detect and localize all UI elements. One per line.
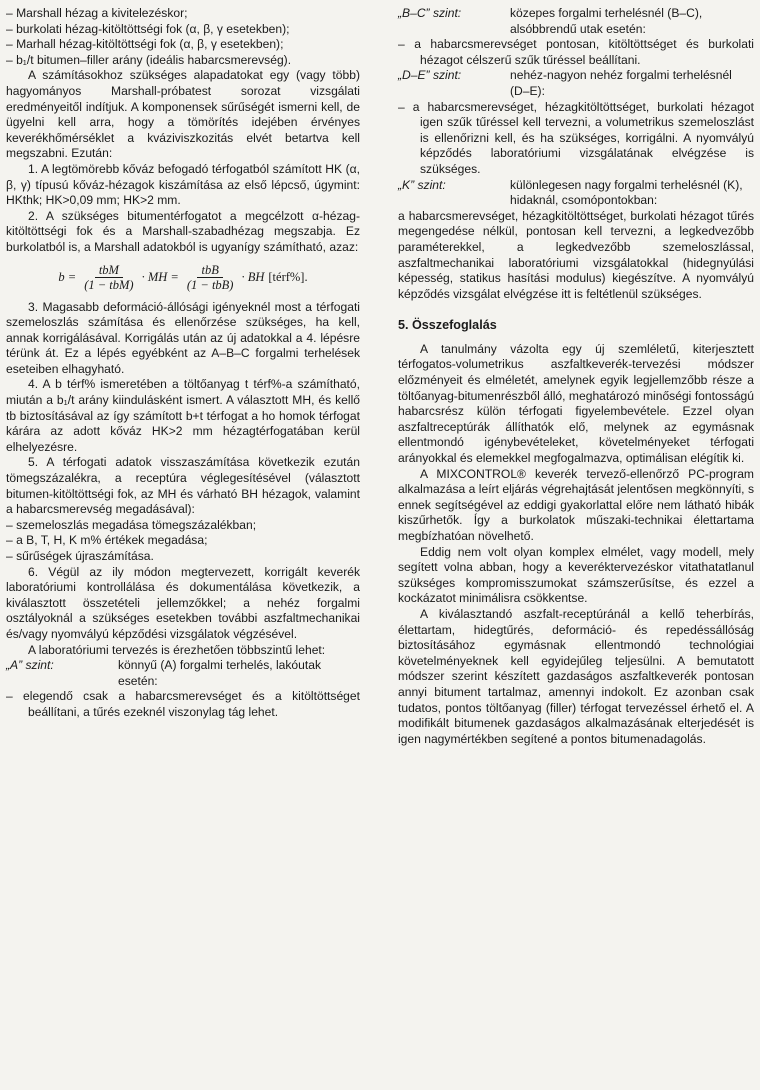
paragraph: 5. A térfogati adatok visszaszámítása következik ezután tömegszázalékra, a receptúra véglegesítésével (választott bitumen-kitöltöttségi fok, az MH és várható BH hézagok, valamint a habarcsmerevség megadásával):: [6, 455, 360, 517]
bitumen-formula: [6, 261, 360, 295]
paragraph: A tanulmány vázolta egy új szemléletű, kiterjesztett térfogatos-volumetrikus aszfaltkeverék-tervezési módszer előzményeit és elméletét, amelynek egyik legjellemzőbb része a töltőanyag-bitumenrészből álló, meghatározó minőségi fontosságú habarcsrész külön térfogati figyelembevétele. Ezzel olyan aszfaltreceptúrák állíthatók elő, melynek az egymásnak ellentmondó igénybevételeket, követelményeket térfogati arányokkal és elemekkel megfogalmazva, optimálisan elégítik ki.: [398, 341, 754, 466]
list-item: – sűrűségek újraszámítása.: [6, 549, 154, 563]
left-column: [6, 6, 360, 721]
level-k-row: [398, 178, 754, 209]
level-bc-row: [398, 6, 754, 37]
formula-numerator: tbB: [197, 263, 222, 278]
formula-fraction-burkolat: [183, 263, 238, 292]
paragraph: a habarcsmerevséget, hézagkitöltöttséget, burkolati hézagot tűrés megengedése nélkül, pontosan kell tervezni, a legkedvezőbb paraméterekkel, a legkedvezőbb szemeloszlással, aszfaltmechanikai laboratóriumi vizsgálatokkal (hidegnyúlási képesség, statikus hasítási modulus) kiegészítve. A nyomvályú képződés vizsgálat elvégzése itt is feltétlenül szükséges.: [398, 208, 754, 301]
right-column: [398, 6, 754, 747]
paragraph: 2. A szükséges bitumentérfogatot a megcélzott α-hézag-kitöltöttségi fok és a Marshall-szabadhézag megszabja. Ez burkolatból is, a Marshall adatokból is ugyanígy számítható, azaz:: [6, 208, 360, 254]
formula-middle: · MH =: [141, 269, 179, 284]
list-item: – a B, T, H, K m% értékek megadása;: [6, 533, 208, 548]
level-text: könnyű (A) forgalmi terhelés, lakóutak esetén:: [118, 658, 322, 688]
level-de-row: [398, 68, 754, 99]
paragraph: 3. Magasabb deformáció-állósági igényeknél most a térfogati szemeloszlás számítása és ellenőrzése szükséges, ha kell, annak korrigálásával. Korrigálás után az új adatokkal a 4. lépésre térünk át. Ez a lépés egyébként az A–B–C forgalmi terhelések eseteiben elhagyható.: [6, 299, 360, 376]
formula-denominator: (1 − tbM): [84, 278, 134, 292]
level-a-row: [6, 658, 360, 689]
level-text: különlegesen nagy forgalmi terhelésnél (K), hidaknál, csomópontokban:: [510, 177, 743, 208]
list-item: – a habarcsmerevséget pontosan, kitöltöttséget és burkolati hézagot célszerű szűk tűréssel beállítani.: [398, 37, 754, 67]
formula-unit: [térf%].: [268, 269, 308, 284]
formula-numerator: tbM: [95, 263, 123, 278]
level-text: nehéz-nagyon nehéz forgalmi terhelésnél (D–E):: [510, 68, 732, 98]
formula-lhs: b =: [58, 269, 77, 284]
paragraph: A MIXCONTROL® keverék tervező-ellenőrző PC-program alkalmazása a leírt eljárás végrehajtását jelentősen megkönnyíti, s ennek segítségével az eddigi gyakorlattal előre nem látható hibák kiszűrhetők. Így a burkolatok műszaki-technikai élettartama megbízhatóan növelhető.: [398, 466, 754, 543]
formula-fraction-marshall: [80, 263, 137, 292]
list-item: – elegendő csak a habarcsmerevséget és a kitöltöttséget beállítani, a tűrés ezeknél viszonylag tág lehet.: [6, 689, 360, 719]
level-key: „D–E” szint:: [398, 68, 462, 83]
list-item: – a habarcsmerevséget, hézagkitöltöttséget, burkolati hézagot igen szűk tűréssel kell tervezni, a volumetrikus szemeloszlást is ellenőrizni kell, és ha szükséges, korrigálni. A nyomvályú képződés laboratóriumi vizsgálatának elvégzése is szükséges.: [398, 99, 754, 176]
section-heading: 5. Összefoglalás: [398, 318, 497, 333]
paragraph: 4. A b térf% ismeretében a töltőanyag t térf%-a számítható, miután a b₁/t arány kiindulásként ismert. A választott MH, és kellő tb biztosításával az így számított b+t térfogat a ho homok térfogat kárára az adott kőváz HK>2 mm hézagtérfogatában kerül elhelyezésre.: [6, 377, 360, 454]
level-key: „A” szint:: [6, 658, 54, 673]
paragraph: Eddig nem volt olyan komplex elmélet, vagy modell, mely segített volna abban, hogy a keveréktervezéskor vitathatatlanul szükséges kompromisszumokat számszerűsítse, és ezzel a kockázatot minimálisra csökkentse.: [398, 544, 754, 606]
list-item: – burkolati hézag-kitöltöttségi fok (α, β, γ esetekben);: [6, 21, 290, 36]
level-key: „K” szint:: [398, 177, 446, 192]
list-item: – b₁/t bitumen–filler arány (ideális habarcsmerevség).: [6, 52, 292, 67]
formula-denominator: (1 − tbB): [186, 278, 234, 292]
level-text: közepes forgalmi terhelésnél (B–C), alsóbbrendű utak esetén:: [510, 6, 703, 36]
paragraph: A laboratóriumi tervezés is érezhetően többszintű lehet:: [28, 642, 326, 657]
paragraph: A számításokhoz szükséges alapadatokat egy (vagy több) hagyományos Marshall-próbatest sorozat vizsgálati eredményeitől indítjuk. A komponensek sűrűségét ismerni kell, de ügyelni kell arra, hogy a tömörítés idejében érvényes keverékhőmérséklet a kváziviszkozitás elvét betartva kell megszabni. Ezután:: [6, 68, 360, 161]
paragraph: 1. A legtömörebb kőváz befogadó térfogatból számított HK (α, β, γ) típusú kőváz-hézagok kiszámítása az első lépcső, úgymint: HKthk; HK>0,09 mm; HK>2 mm.: [6, 161, 360, 208]
formula-tail: · BH: [241, 269, 265, 284]
paragraph: A kiválasztandó aszfalt-receptúránál a kellő teherbírás, élettartam, hidegtűrés, deformáció- és repedéssállóság biztosításához egymásnak ellentmondó technológiai követelményeknek kell egyidejűleg teljesülni. A bemutatott módszer szerint készített gazdaságos aszfaltkeverék pontosan annyi bitument tartalmaz, amennyi indokolt. Ez azonban csak tudatos, pontos töltőanyag (filler) térfogat tervezéssel érhető el. A modifikált bitumenek gazdaságos alkalmazásának elterjedését is igen nagymértékben segítené a pontos bitumenadagolás.: [398, 606, 754, 746]
list-item: – Marhall hézag-kitöltöttségi fok (α, β, γ esetekben);: [6, 37, 284, 52]
paragraph: 6. Végül az ily módon megtervezett, korrigált keverék laboratóriumi kontrollálása és dokumentálása következik, a kiválasztott összetételi jellemzőkkel; a nehéz forgalmi osztályoknál a szükséges esetekben további aszfaltmechanikai és/vagy nyomvályú képződési vizsgálatok végzésével.: [6, 564, 360, 641]
list-item: – szemeloszlás megadása tömegszázalékban;: [6, 517, 257, 532]
list-item: – Marshall hézag a kivitelezéskor;: [6, 6, 188, 20]
level-key: „B–C” szint:: [398, 6, 462, 20]
